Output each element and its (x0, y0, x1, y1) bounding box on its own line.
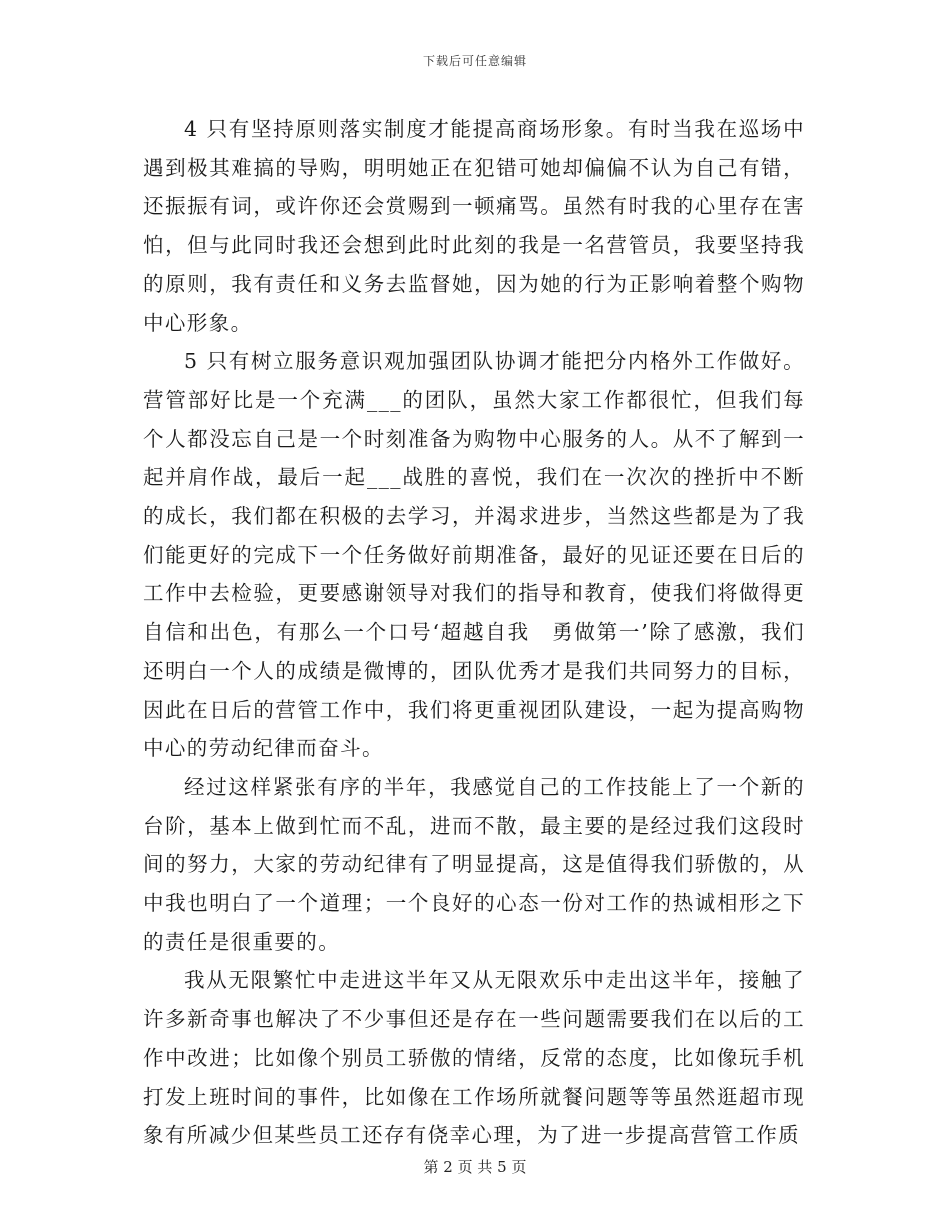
page-number: 第 2 页 共 5 页 (423, 1158, 527, 1176)
paragraph-problems: 我从无限繁忙中走进这半年又从无限欢乐中走出这半年，接触了许多新奇事也解决了不少事但还是存在一些问题需要我们在以后的工作中改进；比如像个别员工骄傲的情绪，反常的态度，比如像玩手机打发上班时间的事件，比如像在工作场所就餐问题等等虽然逛超市现象有所减少但某些员工还存有侥幸心理，为了进一步提高营管工作质 (143, 968, 805, 1148)
document-body (143, 110, 805, 1155)
page-header: 下载后可任意编辑 (422, 54, 527, 68)
paragraph-half-year-summary: 经过这样紧张有序的半年，我感觉自己的工作技能上了一个新的台阶，基本上做到忙而不乱，进而不散，最主要的是经过我们这段时间的努力，大家的劳动纪律有了明显提高，这是值得我们骄傲的，从中我也明白了一个道理；一个良好的心态一份对工作的热诚相形之下的责任是很重要的。 (143, 774, 805, 954)
paragraph-point-5: 5 只有树立服务意识观加强团队协调才能把分内格外工作做好。营管部好比是一个充满___的团队，虽然大家工作都很忙，但我们每个人都没忘自己是一个时刻准备为购物中心服务的人。从不了解到一起并肩作战，最后一起___战胜的喜悦，我们在一次次的挫折中不断的成长，我们都在积极的去学习，并渴求进步，当然这些都是为了我们能更好的完成下一个任务做好前期准备，最好的见证还要在日后的工作中去检验，更要感谢领导对我们的指导和教育，使我们将做得更自信和出色，有那么一个口号‘超越自我 勇做第一’除了感激，我们还明白一个人的成绩是微博的，团队优秀才是我们共同努力的目标，因此在日后的营管工作中，我们将更重视团队建设，一起为提高购物中心的劳动纪律而奋斗。 (143, 349, 805, 761)
paragraph-point-4: 4 只有坚持原则落实制度才能提高商场形象。有时当我在巡场中遇到极其难搞的导购，明明她正在犯错可她却偏偏不认为自己有错，还振振有词，或许你还会赏赐到一顿痛骂。虽然有时我的心里存在害怕，但与此同时我还会想到此时此刻的我是一名营管员，我要坚持我的原则，我有责任和义务去监督她，因为她的行为正影响着整个购物中心形象。 (143, 117, 805, 335)
